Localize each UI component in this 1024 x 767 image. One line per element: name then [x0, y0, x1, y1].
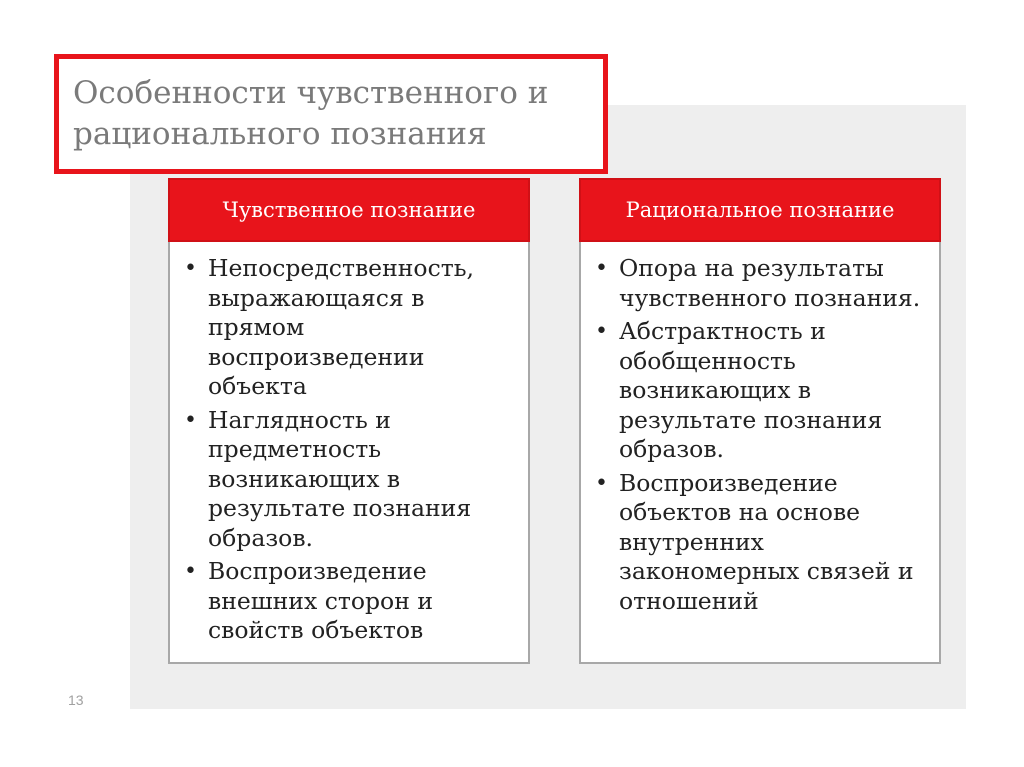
list-item	[591, 254, 929, 313]
bullet-icon: •	[595, 319, 608, 344]
list-item-text: Воспроизведение внешних сторон и свойств объектов	[208, 557, 433, 644]
column-sensory	[168, 178, 530, 664]
title-box	[54, 54, 608, 174]
list-item	[591, 469, 929, 617]
bullet-icon: •	[595, 470, 608, 496]
list-item	[180, 406, 518, 554]
list-item-text: Абстрактность и обобщенность возникающих в результате познания образов.	[619, 317, 883, 463]
column-header-rational: Рациональное познание	[579, 178, 941, 242]
bullet-icon: •	[184, 256, 197, 281]
bullet-icon: •	[595, 256, 608, 281]
list-item-text: Наглядность и предметность возникающих в результате познания образов.	[208, 405, 472, 552]
column-header-sensory: Чувственное познание	[168, 178, 530, 242]
column-rational	[579, 178, 941, 664]
column-body-sensory	[168, 242, 530, 664]
bullet-icon: •	[184, 407, 197, 433]
bullet-icon: •	[184, 559, 197, 584]
column-body-rational	[579, 242, 941, 664]
slide-title: Особенности чувственного и рационального познания	[73, 75, 549, 152]
page-number: 13	[68, 692, 84, 708]
list-item	[180, 557, 518, 646]
list-item-text: Непосредственность, выражающаяся в прямом воспроизведении объекта	[208, 254, 474, 400]
list-item	[180, 254, 518, 402]
list-item-text: Воспроизведение объектов на основе внутренних закономерных связей и отношений	[619, 468, 914, 615]
list-item	[591, 317, 929, 465]
list-item-text: Опора на результаты чувственного познания.	[619, 254, 921, 312]
